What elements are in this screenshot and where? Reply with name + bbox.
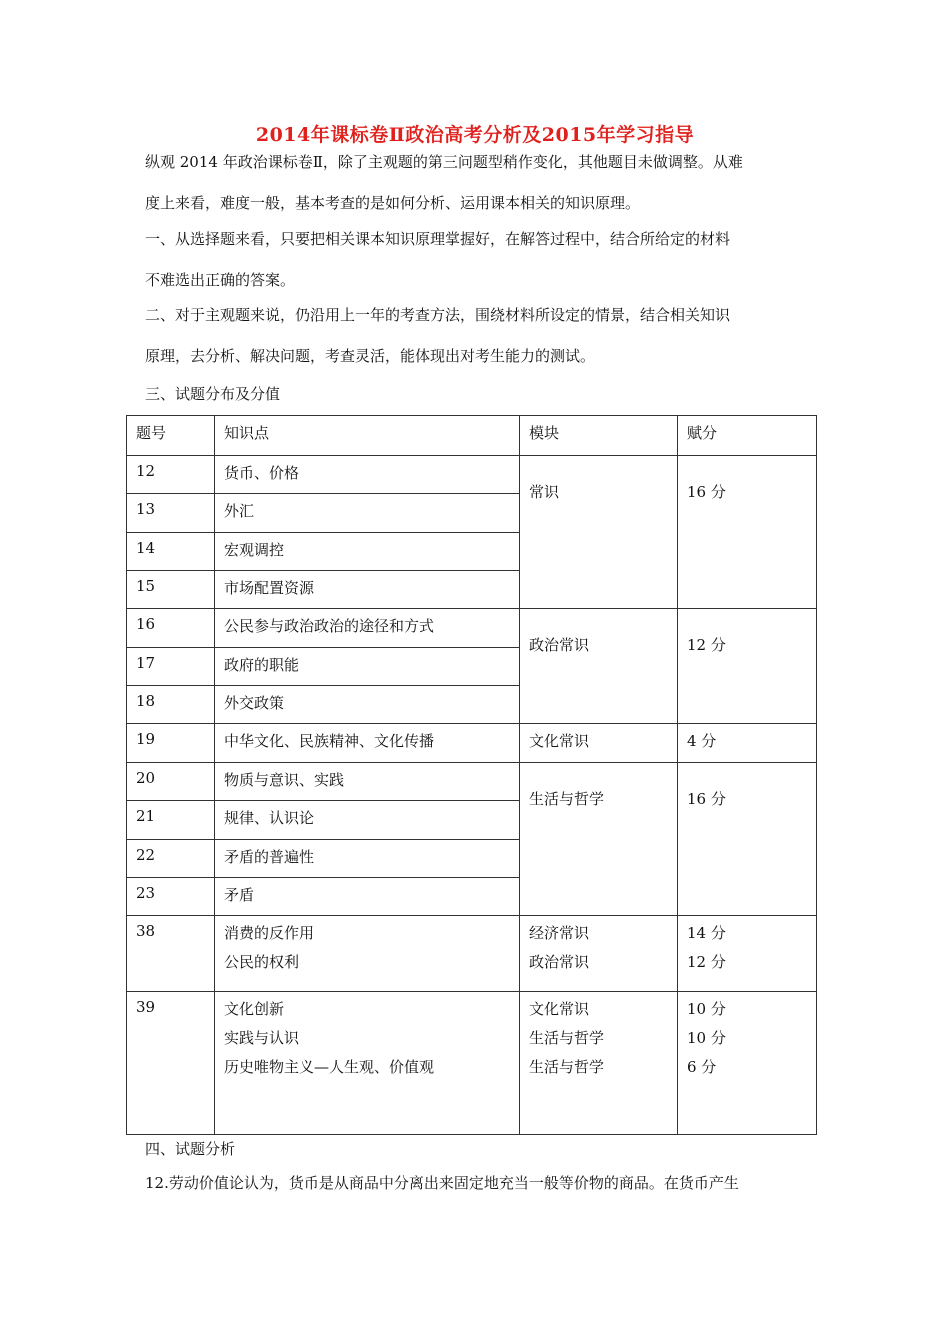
score-cell: 16 分	[678, 456, 817, 609]
document-title: 2014年课标卷Ⅱ政治高考分析及2015年学习指导	[255, 124, 695, 146]
module-cell: 生活与哲学	[529, 1029, 605, 1047]
question-number: 21	[127, 801, 215, 840]
question-number: 39	[127, 992, 215, 1135]
knowledge-point: 历史唯物主义—人生观、价值观	[224, 1058, 435, 1076]
score-cell: 4 分	[678, 724, 817, 763]
question-number: 15	[127, 571, 215, 609]
knowledge-point: 宏观调控	[215, 533, 520, 571]
point-two-paragraph	[145, 295, 813, 377]
point-one-paragraph	[145, 219, 813, 301]
module-list	[520, 992, 678, 1135]
knowledge-point: 中华文化、民族精神、文化传播	[215, 724, 520, 763]
question-number: 17	[127, 648, 215, 686]
score-list	[678, 916, 817, 992]
knowledge-point-list	[215, 916, 520, 992]
module-cell: 政治常识	[520, 609, 678, 724]
header-knowledge-point: 知识点	[215, 416, 520, 456]
knowledge-point: 外交政策	[215, 686, 520, 724]
knowledge-point: 规律、认识论	[215, 801, 520, 840]
table-row	[127, 916, 817, 992]
point-one-line-1: 一、从选择题来看，只要把相关课本知识原理掌握好，在解答过程中，结合所给定的材料	[145, 230, 731, 248]
knowledge-point: 物质与意识、实践	[215, 763, 520, 801]
question-number: 38	[127, 916, 215, 992]
question-12-analysis: 12.劳动价值论认为，货币是从商品中分离出来固定地充当一般等价物的商品。在货币产生	[145, 1174, 739, 1192]
score-cell: 12 分	[678, 609, 817, 724]
question-number: 12	[127, 456, 215, 494]
question-number: 16	[127, 609, 215, 648]
header-score: 赋分	[678, 416, 817, 456]
knowledge-point: 公民的权利	[224, 953, 300, 971]
score-cell: 6 分	[687, 1058, 717, 1076]
table-row	[127, 456, 817, 494]
knowledge-point: 矛盾	[215, 878, 520, 916]
module-cell: 生活与哲学	[529, 1058, 605, 1076]
question-number: 14	[127, 533, 215, 571]
module-cell: 文化常识	[520, 724, 678, 763]
table-row	[127, 724, 817, 763]
score-cell: 16 分	[678, 763, 817, 916]
knowledge-point: 货币、价格	[215, 456, 520, 494]
knowledge-point: 矛盾的普遍性	[215, 840, 520, 878]
table-header-row	[127, 416, 817, 456]
knowledge-point: 消费的反作用	[224, 924, 315, 942]
section-three-heading: 三、试题分布及分值	[145, 385, 281, 403]
question-number: 19	[127, 724, 215, 763]
module-list	[520, 916, 678, 992]
knowledge-point: 市场配置资源	[215, 571, 520, 609]
question-number: 13	[127, 494, 215, 533]
table-row	[127, 609, 817, 648]
point-two-line-1: 二、对于主观题来说，仍沿用上一年的考查方法，围绕材料所设定的情景，结合相关知识	[145, 306, 731, 324]
question-number: 22	[127, 840, 215, 878]
module-cell: 文化常识	[529, 1000, 590, 1018]
module-cell: 常识	[520, 456, 678, 609]
intro-line-2: 度上来看，难度一般，基本考查的是如何分析、运用课本相关的知识原理。	[145, 194, 641, 212]
question-distribution-table	[126, 415, 817, 1135]
table-row	[127, 763, 817, 801]
question-number: 23	[127, 878, 215, 916]
header-module: 模块	[520, 416, 678, 456]
score-cell: 10 分	[687, 1000, 726, 1018]
section-four-heading: 四、试题分析	[145, 1140, 236, 1158]
score-cell: 14 分	[687, 924, 726, 942]
knowledge-point-list	[215, 992, 520, 1135]
question-number: 18	[127, 686, 215, 724]
knowledge-point: 政府的职能	[215, 648, 520, 686]
point-two-line-2: 原理，去分析、解决问题，考查灵活，能体现出对考生能力的测试。	[145, 347, 596, 365]
score-list	[678, 992, 817, 1135]
point-one-line-2: 不难选出正确的答案。	[145, 271, 296, 289]
module-cell: 经济常识	[529, 924, 590, 942]
module-cell: 政治常识	[529, 953, 590, 971]
table-row	[127, 992, 817, 1135]
question-number: 20	[127, 763, 215, 801]
knowledge-point: 外汇	[215, 494, 520, 533]
knowledge-point: 实践与认识	[224, 1029, 300, 1047]
module-cell: 生活与哲学	[520, 763, 678, 916]
score-cell: 12 分	[687, 953, 726, 971]
header-question-number: 题号	[127, 416, 215, 456]
knowledge-point: 文化创新	[224, 1000, 285, 1018]
intro-paragraph	[145, 142, 813, 224]
knowledge-point: 公民参与政治政治的途径和方式	[215, 609, 520, 648]
intro-line-1: 纵观 2014 年政治课标卷Ⅱ，除了主观题的第三问题型稍作变化，其他题目未做调整。从难	[145, 153, 743, 171]
score-cell: 10 分	[687, 1029, 726, 1047]
